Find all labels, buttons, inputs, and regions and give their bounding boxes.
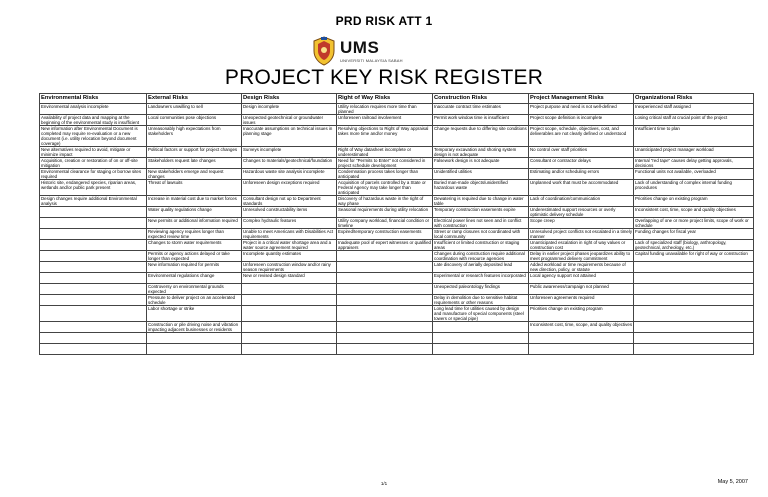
table-cell (40, 273, 147, 284)
table-cell: Consultant design not up to Department standards (242, 196, 337, 207)
logo-text: UMS (340, 38, 380, 57)
table-cell: Temporary excavation and shoring system design is not adequate (433, 147, 529, 158)
table-row (40, 322, 754, 333)
table-cell: Project in a critical water shortage area and a water source agreement required (242, 240, 337, 251)
table-cell: Historic site, endangered species, riparian areas, wetlands and/or public park present (40, 180, 147, 196)
table-cell: Reviewing agency requires longer than expected review time (147, 229, 242, 240)
column-header: Project Management Risks (529, 94, 634, 104)
table-cell (40, 344, 147, 355)
table-cell (40, 229, 147, 240)
table-row (40, 262, 754, 273)
table-cell: Electrical power lines not seen and in conflict with construction (433, 218, 529, 229)
table-cell: Changes to materials/geotechnical/foundation (242, 158, 337, 169)
column-header: Right of Way Risks (337, 94, 433, 104)
table-row (40, 240, 754, 251)
table-row (40, 196, 754, 207)
table-cell: Utility company workload, financial condition or timeline (337, 218, 433, 229)
table-cell: Lack of specialized staff (biology, anthropology, geotechnical, archeology, etc.) (634, 240, 754, 251)
table-cell (40, 284, 147, 295)
table-cell (634, 333, 754, 344)
table-cell: New permits or additional information required (147, 218, 242, 229)
table-cell: Functional units not available, overloaded (634, 169, 754, 180)
column-header: Organizational Risks (634, 94, 754, 104)
ums-logo (312, 36, 456, 66)
table-cell (337, 251, 433, 262)
table-cell: Environmental regulations change (147, 273, 242, 284)
table-cell: Expired/temporary construction easements (337, 229, 433, 240)
table-cell: Unresolved project conflicts not escalated in a timely manner (530, 229, 633, 239)
table-cell: Stakeholders request late changes (147, 158, 242, 169)
table-cell (40, 295, 147, 306)
table-cell: Surveys incomplete (242, 147, 337, 158)
table-cell: Need for "Permits to Enter" not considered in project schedule development (337, 158, 433, 169)
table-cell: Dewatering is required due to change in water table (433, 196, 529, 207)
table-cell: Resolving objections to Right of Way appraisal takes more time and/or money (337, 126, 433, 147)
column-header: Design Risks (242, 94, 337, 104)
table-cell: Inaccurate contract time estimates (433, 104, 529, 115)
table-cell: Internal "red tape" causes delay getting approvals, decisions (634, 158, 754, 169)
table-cell: Permits or agency actions delayed or take longer than expected (147, 251, 242, 262)
table-cell: No control over staff priorities (529, 147, 634, 158)
table-row (40, 207, 754, 218)
table-cell (337, 284, 433, 295)
table-row (40, 251, 754, 262)
table-cell: Funding changes for fiscal year (634, 229, 754, 240)
table-cell (337, 273, 433, 284)
table-cell: Seasonal requirements during utility relocation (337, 207, 433, 218)
table-cell: Buried man-made objects/unidentified hazardous waste (433, 180, 529, 196)
table-cell: Insufficient time to plan (634, 126, 754, 147)
table-row (40, 147, 754, 158)
table-cell (433, 333, 529, 344)
document-code: PRD RISK ATT 1 (335, 14, 433, 28)
table-cell (634, 295, 754, 306)
table-row (40, 229, 754, 240)
table-cell: Acquisition of parcels controlled by a State or Federal Agency may take longer than anticipated (337, 180, 433, 196)
table-cell: Controversy on environmental grounds expected (147, 284, 242, 295)
table-cell (529, 333, 634, 344)
table-cell: Unplanned work that must be accommodated (529, 180, 634, 196)
table-cell: Hazardous waste site analysis incomplete (242, 169, 337, 180)
table-cell: Unforeseen construction window and/or rainy season requirements (242, 262, 337, 273)
table-cell (242, 295, 337, 306)
table-row (40, 115, 754, 126)
table-cell (337, 322, 433, 333)
crest-icon (312, 36, 336, 66)
table-row (40, 273, 754, 284)
table-cell: Public awareness/campaign not planned (529, 284, 634, 295)
table-cell: Environmental clearance for staging or borrow sites required (40, 169, 147, 180)
table-cell: Losing critical staff at crucial point of the project (634, 115, 754, 126)
table-cell: Consultant or contractor delays (529, 158, 634, 169)
table-cell: Complex hydraulic features (242, 218, 337, 229)
table-cell: Unanticipated escalation in right of way values or construction cost (529, 240, 634, 251)
table-cell (242, 344, 337, 355)
table-cell: Changes to storm water requirements (147, 240, 242, 251)
table-row (40, 284, 754, 295)
table-cell: Street or ramp closures not coordinated with local community (433, 229, 529, 240)
table-cell (433, 322, 529, 333)
table-cell (40, 218, 147, 229)
table-cell: Unexpected geotechnical or groundwater issues (242, 115, 337, 126)
table-cell (242, 306, 337, 322)
table-cell: Falsework design is not adequate (433, 158, 529, 169)
table-cell: New or revised design standard (242, 273, 337, 284)
table-cell (40, 333, 147, 344)
table-cell: Water quality regulations change (147, 207, 242, 218)
table-cell: Pressure to deliver project on an accelerated schedule (147, 295, 242, 306)
table-cell (634, 273, 754, 284)
table-row (40, 180, 754, 196)
logo-subtext: UNIVERSITI MALAYSIA SABAH (340, 58, 403, 63)
table-cell: Right of Way datasheet incomplete or underestimated (337, 147, 433, 158)
table-cell: Estimating and/or scheduling errors (529, 169, 634, 180)
table-cell: Long lead time for utilities caused by design and manufacture of special components (steel towers or special pipe) (433, 306, 529, 322)
footer-date: May 5, 2007 (717, 479, 748, 485)
table-body (40, 104, 754, 355)
table-cell (634, 262, 754, 273)
table-cell: New alternatives required to avoid, mitigate or minimize impact (40, 147, 147, 158)
table-cell (40, 251, 147, 262)
table-cell: Permit work window time is insufficient (433, 115, 529, 126)
table-cell: Unable to meet Americans with Disabilities Act requirements (242, 229, 337, 240)
table-row (40, 158, 754, 169)
table-cell: Availability of project data and mapping at the beginning of the environmental study is insufficient (40, 115, 147, 126)
table-cell: Condemnation process takes longer than anticipated (337, 169, 433, 180)
table-cell: Change requests due to differing site conditions (433, 126, 529, 147)
table-cell: Unexpected paleontology findings (433, 284, 529, 295)
table-cell (634, 322, 754, 333)
table-cell: Delay in earlier project phases jeopardizes ability to meet programmed delivery commitment (529, 251, 634, 262)
table-cell: Discovery of hazardous waste in the right of way phase (337, 196, 433, 207)
table-cell: Acquisition, creation or restoration of on or off-site mitigation (40, 158, 147, 169)
table-row (40, 306, 754, 322)
table-row (40, 295, 754, 306)
table-cell: Unreasonably high expectations from stakeholders (147, 126, 242, 147)
table-cell: Overlapping of one or more project limits, scope of work or schedule (634, 218, 754, 229)
table-cell: New information after Environmental Document is completed may require re-evaluation or a new document (i.e. utility relocation beyond document coverage) (40, 126, 147, 147)
table-cell: Inconsistent cost, time, scope, and quality objectives (529, 322, 634, 333)
table-cell: Scope creep (529, 218, 634, 229)
table-cell: New stakeholders emerge and request changes (147, 169, 242, 180)
table-cell (40, 306, 147, 322)
table-cell: Environmental analysis incomplete (40, 104, 147, 115)
table-cell: Inconsistent cost, time, scope and quality objectives (634, 207, 754, 218)
table-row (40, 126, 754, 147)
table-cell: Unforeseen design exceptions required (242, 180, 337, 196)
table-cell: Priorities change on existing program (634, 196, 754, 207)
table-cell: Inexperienced staff assigned (634, 104, 754, 115)
table-cell: Late discovery of aerially deposited lead (433, 262, 529, 273)
table-cell: Local communities pose objections (147, 115, 242, 126)
table-cell: Construction or pile driving noise and vibration impacting adjacent businesses or residents (147, 322, 242, 333)
table-cell: Project purpose and need is not well-defined (529, 104, 634, 115)
page-title: PROJECT KEY RISK REGISTER (224, 66, 544, 89)
table-cell: Delay in demolition due to sensitive habitat requirements or other reasons (433, 295, 529, 306)
table-cell (147, 333, 242, 344)
table-cell: Landowners unwilling to sell (147, 104, 242, 115)
table-cell: Unanticipated project manager workload (634, 147, 754, 158)
table-row (40, 218, 754, 229)
table-cell: Political factors or support for project changes (147, 147, 242, 158)
table-cell: Design changes require additional Environmental analysis (40, 196, 147, 207)
table-cell (40, 207, 147, 218)
table-cell: Underestimated support resources or overly optimistic delivery schedule (529, 207, 634, 218)
table-cell (242, 322, 337, 333)
table-cell: Unforeseen agreements required (529, 295, 634, 306)
table-cell: Changes during construction require additional coordination with resource agencies (433, 251, 529, 262)
table-cell: Unresolved constructability items (242, 207, 337, 218)
table-cell: Labor shortage or strike (147, 306, 242, 322)
table-cell: New information required for permits (147, 262, 242, 273)
table-header-row (40, 94, 754, 104)
column-header: Construction Risks (433, 94, 529, 104)
table-cell (337, 333, 433, 344)
column-header: External Risks (147, 94, 242, 104)
table-cell: Project scope, schedule, objectives, cost, and deliverables are not clearly defined or understood (529, 126, 634, 147)
table-cell: Threat of lawsuits (147, 180, 242, 196)
table-cell: Unidentified utilities (433, 169, 529, 180)
table-cell: Incomplete quantity estimates (242, 251, 337, 262)
table-cell: Unforeseen railroad involvement (337, 115, 433, 126)
table-cell (40, 322, 147, 333)
table-cell (634, 344, 754, 355)
table-cell (337, 344, 433, 355)
table-cell: Lack of coordination/communication (529, 196, 634, 207)
table-cell (147, 344, 242, 355)
page-number: 1/1 (380, 481, 388, 486)
table-cell: Inaccurate assumptions on technical issues in planning stage (242, 126, 337, 147)
table-cell (242, 333, 337, 344)
table-cell: Design incomplete (242, 104, 337, 115)
table-cell: Increase in material cost due to market forces (147, 196, 242, 207)
table-cell (242, 284, 337, 295)
table-cell: Inadequate pool of expert witnesses or qualified appraisers (338, 240, 431, 250)
table-cell: Local agency support not attained (529, 273, 634, 284)
table-cell (337, 262, 433, 273)
table-cell (529, 344, 634, 355)
column-header: Environmental Risks (40, 94, 147, 104)
table-cell: Insufficient or limited construction or staging areas (433, 240, 529, 251)
table-cell: Project scope definition is incomplete (529, 115, 634, 126)
table-row (40, 104, 754, 115)
table-cell: Lack of understanding of complex internal funding procedures (634, 180, 754, 196)
table-cell: Priorities change on existing program (529, 306, 634, 322)
risk-register-table (39, 93, 754, 355)
table-cell: Capital funding unavailable for right of way or construction (634, 251, 754, 262)
table-cell (337, 306, 433, 322)
table-cell: Experimental or research features incorporated (433, 273, 529, 284)
table-cell (337, 295, 433, 306)
table-cell (40, 262, 147, 273)
table-row (40, 344, 754, 355)
table-cell: Added workload or time requirements because of new direction, policy, or statute (529, 262, 634, 273)
table-cell (634, 284, 754, 295)
table-row (40, 169, 754, 180)
table-cell (634, 306, 754, 322)
table-cell (433, 344, 529, 355)
table-cell: Temporary construction easements expire (433, 207, 529, 218)
table-cell (40, 240, 147, 251)
table-row (40, 333, 754, 344)
table-cell: Utility relocation requires more time than planned (337, 104, 433, 115)
